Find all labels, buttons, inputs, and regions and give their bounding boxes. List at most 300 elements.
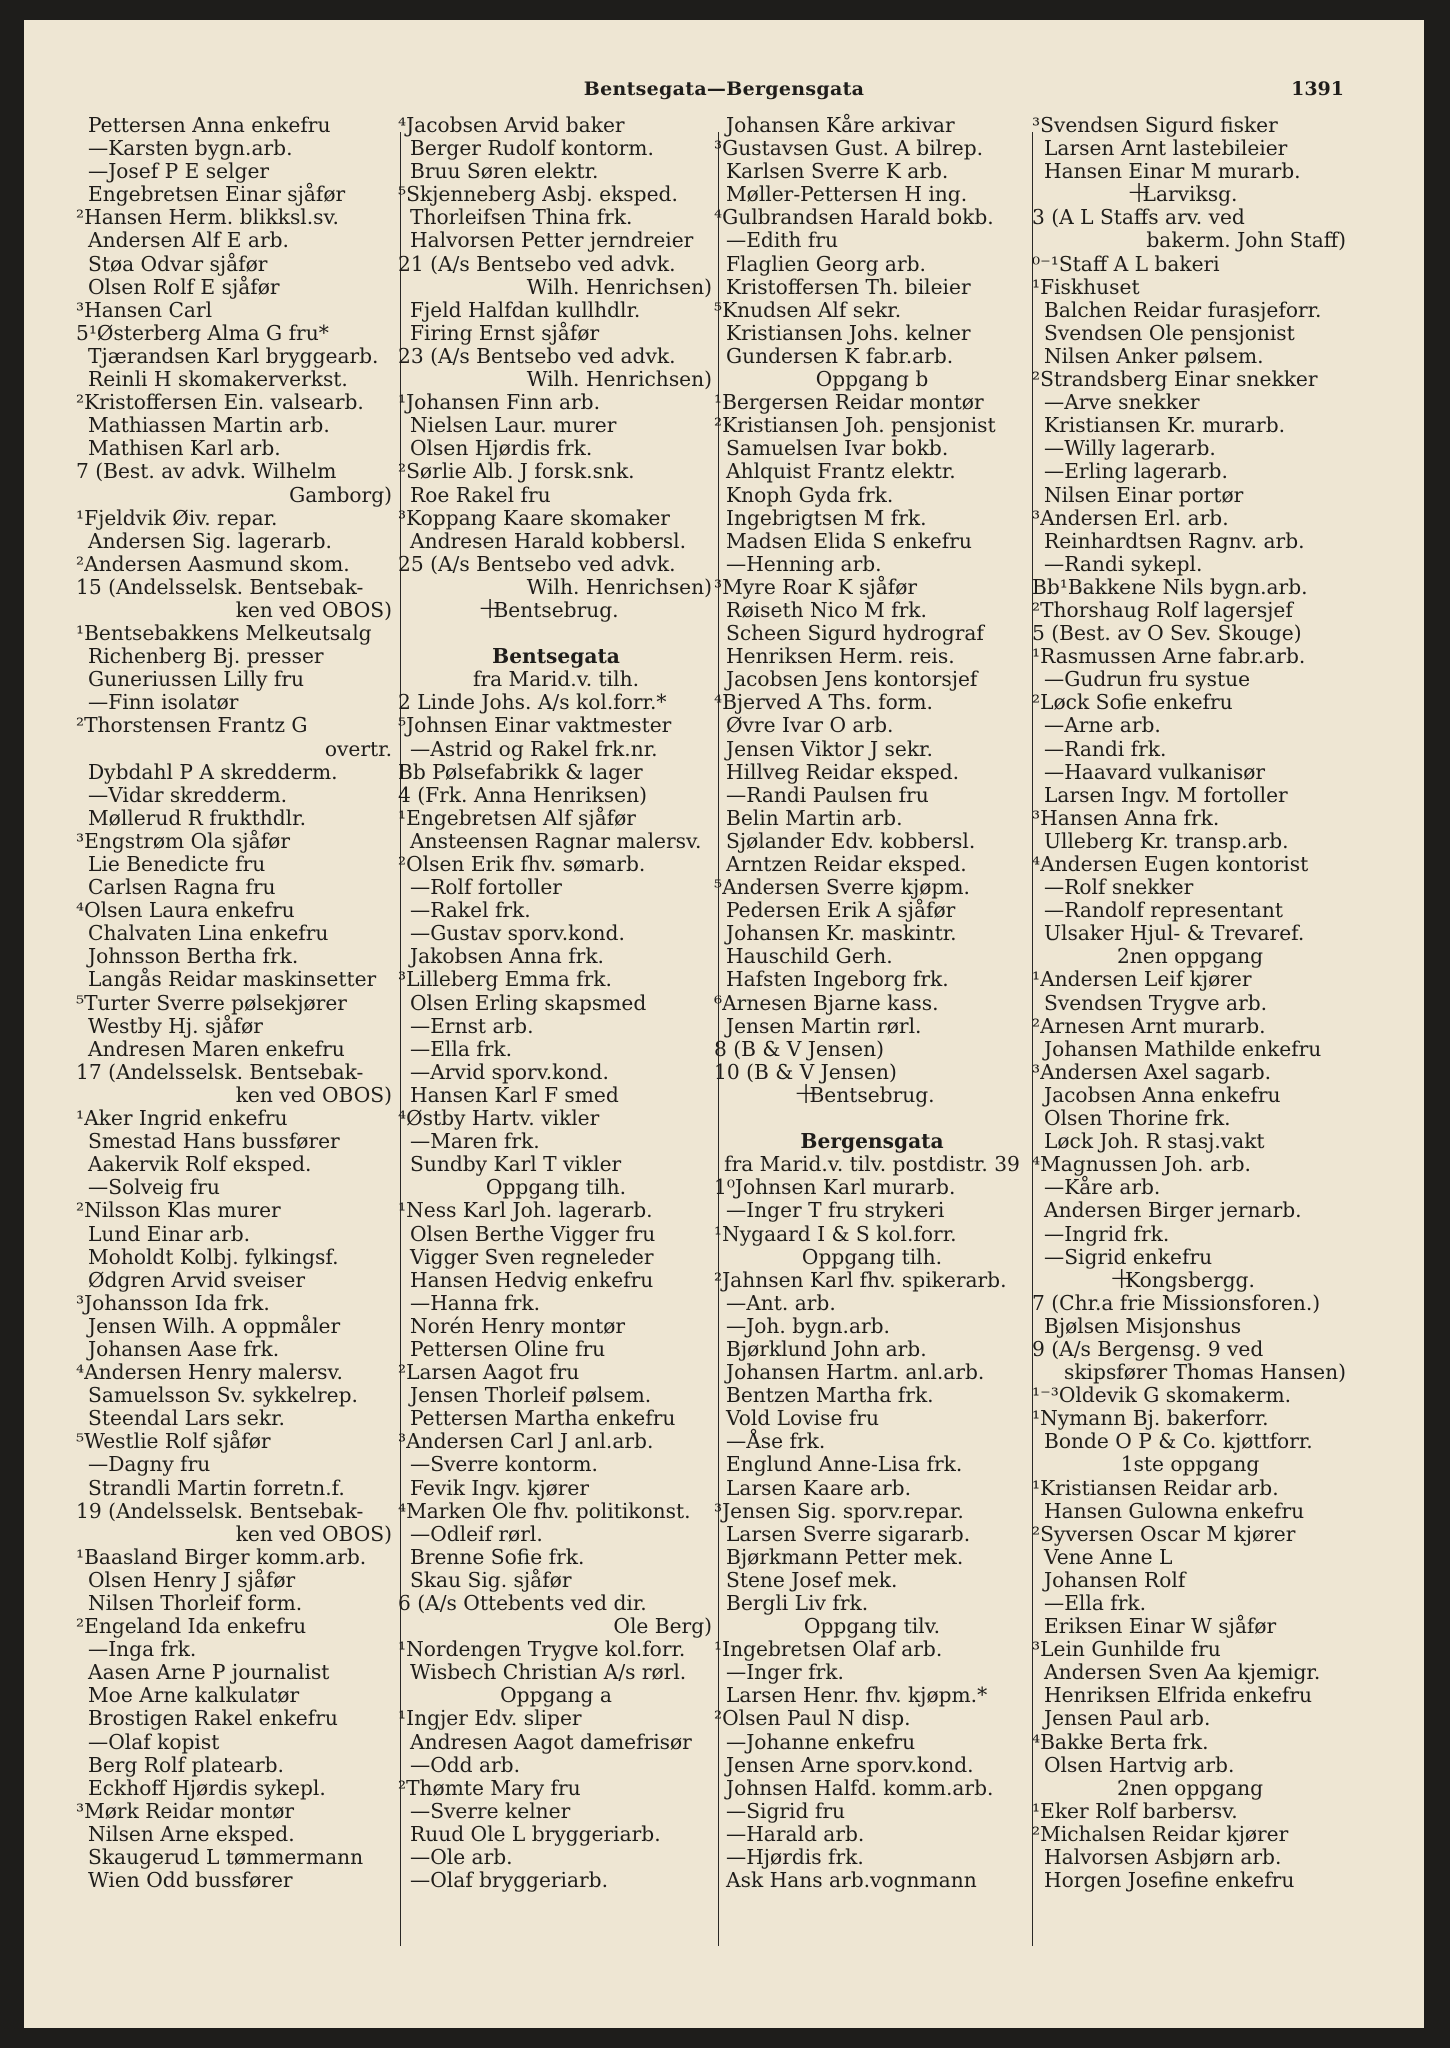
directory-entry: —Josef P E selger xyxy=(88,159,270,184)
building-number: 7 (Best. av advk. Wilhelm xyxy=(76,459,337,484)
directory-entry: ²Kristoffersen Ein. valsearb. xyxy=(76,390,364,415)
directory-entry: —Inga frk. xyxy=(88,1637,197,1662)
directory-entry: Pettersen Oline fru xyxy=(410,1336,606,1361)
directory-entry: Johnsen Halfd. komm.arb. xyxy=(726,1775,994,1800)
directory-entry: —Inger T fru strykeri xyxy=(726,1198,945,1223)
directory-entry: —Ant. arb. xyxy=(726,1290,836,1315)
directory-entry: —Odleif rørl. xyxy=(410,1521,543,1546)
directory-entry: Jensen Paul arb. xyxy=(1044,1706,1211,1731)
subheading: 1ste oppgang xyxy=(1120,1452,1260,1477)
directory-entry: Bergli Liv frk. xyxy=(726,1591,869,1615)
directory-entry: Jensen Viktor J sekr. xyxy=(726,736,933,761)
cross-street-name: + Kongsbergg. xyxy=(1125,1268,1255,1292)
directory-entry: —Hjørdis frk. xyxy=(726,1845,864,1870)
subheading: 2nen oppgang xyxy=(1116,944,1264,969)
directory-entry: —Erling lagerarb. xyxy=(1044,459,1228,484)
directory-entry: Brostigen Rakel enkefru xyxy=(88,1706,338,1731)
directory-entry: ³Andersen Erl. arb. xyxy=(1032,505,1229,530)
street-heading: Bergensgata xyxy=(800,1129,944,1154)
directory-entry: Lund Einar arb. xyxy=(88,1221,251,1246)
building-number: 2 Linde Johs. A/s kol.forr.* xyxy=(398,690,667,715)
subheading: Oppgang tilh. xyxy=(485,1175,627,1200)
directory-entry: ¹Rasmussen Arne fabr.arb. xyxy=(1032,644,1306,669)
directory-entry: Larsen Sverre sigararb. xyxy=(726,1521,971,1546)
directory-entry: ³Hansen Carl xyxy=(76,297,213,322)
directory-entry: Fevik Ingv. kjører xyxy=(410,1475,589,1500)
directory-entry: Bjølsen Misjonshus xyxy=(1044,1313,1242,1338)
directory-entry: —Rolf fortoller xyxy=(410,875,562,900)
directory-entry: ³Gustavsen Gust. A bilrep. xyxy=(714,136,984,161)
directory-entry: —Inger frk. xyxy=(726,1660,844,1685)
directory-entry: ¹Bergersen Reidar montør xyxy=(714,390,984,415)
directory-entry: ³Jensen Sig. sporv.repar. xyxy=(714,1498,964,1523)
building-number: 5 (Best. av O Sev. Skouge) xyxy=(1032,621,1302,646)
directory-entry: Røiseth Nico M frk. xyxy=(726,597,927,622)
spacer xyxy=(398,622,714,645)
entry-continuation: Wilh. Henrichsen) xyxy=(526,574,712,599)
directory-entry: ²Larsen Aagot fru xyxy=(398,1360,580,1385)
directory-entry: ¹Nymann Bj. bakerforr. xyxy=(1032,1406,1269,1431)
directory-entry: Langås Reidar maskinsetter xyxy=(88,967,377,992)
directory-entry: Vigger Sven regneleder xyxy=(410,1244,654,1269)
directory-entry: Aakervik Rolf eksped. xyxy=(88,1152,312,1177)
directory-entry: ¹Ingebretsen Olaf arb. xyxy=(714,1637,943,1662)
directory-entry: Hillveg Reidar eksped. xyxy=(726,759,960,784)
directory-entry: Tjærandsen Karl bryggearb. xyxy=(88,343,379,368)
directory-entry: ²Syversen Oscar M kjører xyxy=(1032,1521,1296,1546)
directory-entry: Firing Ernst sjåfør xyxy=(410,320,600,345)
cross-street xyxy=(714,1084,1030,1107)
directory-entry: Olsen Berthe Vigger fru xyxy=(410,1221,656,1246)
directory-entry: Johansen Mathilde enkefru xyxy=(1044,1036,1322,1061)
directory-entry: ²Thømte Mary fru xyxy=(398,1775,581,1800)
directory-entry: —Odd arb. xyxy=(410,1752,521,1777)
directory-entry: Andersen Sven Aa kjemigr. xyxy=(1044,1660,1321,1685)
directory-entry: —Henning arb. xyxy=(726,551,882,576)
directory-entry: Ask Hans arb.vognmann xyxy=(726,1868,977,1893)
directory-entry: Johansen Kåre arkivar xyxy=(726,113,955,137)
cross-street xyxy=(1032,1269,1348,1292)
directory-entry: Strandli Martin forretn.f. xyxy=(88,1475,345,1500)
directory-entry: ⁴Østby Hartv. vikler xyxy=(398,1106,600,1131)
directory-entry: ⁴Olsen Laura enkefru xyxy=(76,898,295,923)
directory-entry: Mathisen Karl arb. xyxy=(88,436,281,461)
directory-entry: Englund Anne-Lisa frk. xyxy=(726,1452,963,1477)
directory-entry: —Ingrid frk. xyxy=(1044,1221,1170,1246)
directory-entry: —Arvid sporv.kond. xyxy=(410,1059,609,1084)
directory-entry: Engebretsen Einar sjåfør xyxy=(88,182,346,207)
entry-continuation: ken ved OBOS) xyxy=(235,1521,392,1546)
directory-entry: Roe Rakel fru xyxy=(410,482,551,507)
entry-continuation: Ole Berg) xyxy=(613,1614,712,1639)
directory-entry: ²Løck Sofie enkefru xyxy=(1032,690,1233,715)
directory-entry: Jensen Thorleif pølsem. xyxy=(410,1383,652,1408)
directory-entry: Pedersen Erik A sjåfør xyxy=(726,898,956,923)
directory-entry: Bjørkmann Petter mek. xyxy=(726,1544,964,1569)
directory-entry: Steendal Lars sekr. xyxy=(88,1406,285,1431)
directory-entry: Støa Odvar sjåfør xyxy=(88,251,268,276)
directory-entry: Berg Rolf platearb. xyxy=(88,1752,284,1777)
directory-entry: —Kåre arb. xyxy=(1044,1175,1161,1200)
directory-entry: Reinhardtsen Ragnv. arb. xyxy=(1044,528,1305,553)
directory-entry: ¹Ingjer Edv. sliper xyxy=(398,1706,582,1731)
directory-entry: Nilsen Arne eksped. xyxy=(88,1821,295,1846)
directory-entry: Larsen Arnt lastebileier xyxy=(1044,136,1288,161)
directory-entry: —Rakel frk. xyxy=(410,898,531,923)
directory-entry: Jensen Wilh. A oppmåler xyxy=(88,1313,341,1338)
directory-entry: ³Myre Roar K sjåfør xyxy=(714,574,918,599)
directory-entry: ³Koppang Kaare skomaker xyxy=(398,505,670,530)
cross-street-name: + Bentsebrug. xyxy=(809,1083,934,1107)
building-number: 9 (A/s Bergensg. 9 ved xyxy=(1032,1336,1264,1361)
directory-entry: Olsen Thorine frk. xyxy=(1044,1106,1231,1131)
directory-entry: —Johanne enkefru xyxy=(726,1729,916,1754)
directory-entry: Jensen Martin rørl. xyxy=(726,1013,922,1038)
directory-entry: Larsen Kaare arb. xyxy=(726,1475,912,1500)
directory-entry: Stene Josef mek. xyxy=(726,1567,898,1592)
directory-entry: Eriksen Einar W sjåfør xyxy=(1044,1614,1277,1639)
directory-entry: —Gudrun fru systue xyxy=(1044,667,1251,692)
directory-entry: Kristoffersen Th. bileier xyxy=(726,274,971,299)
entry-continuation: ken ved OBOS) xyxy=(235,1082,392,1107)
directory-entry: Svendsen Ole pensjonist xyxy=(1044,320,1295,345)
directory-entry: —Astrid og Rakel frk.nr. xyxy=(410,736,658,761)
directory-entry: Johnsson Bertha frk. xyxy=(88,944,299,969)
directory-entry: ⁶Arnesen Bjarne kass. xyxy=(714,990,939,1015)
directory-entry: ³Engstrøm Ola sjåfør xyxy=(76,828,290,853)
directory-entry: ⁴Gulbrandsen Harald bokb. xyxy=(714,205,994,230)
directory-entry: —Gustav sporv.kond. xyxy=(410,921,625,946)
directory-entry: ²Sørlie Alb. J forsk.snk. xyxy=(398,459,635,484)
directory-entry: Andresen Harald kobbersl. xyxy=(410,528,687,553)
directory-entry: Horgen Josefine enkefru xyxy=(1044,1868,1295,1893)
building-number: 7 (Chr.a frie Missionsforen.) xyxy=(1032,1290,1321,1315)
directory-entry: Kristiansen Kr. murarb. xyxy=(1044,413,1286,438)
directory-entry: —Hanna frk. xyxy=(410,1290,541,1315)
directory-entry: Mathiassen Martin arb. xyxy=(88,413,330,438)
directory-entry: Vene Anne L xyxy=(1044,1544,1173,1569)
directory-entry: Larsen Ingv. M fortoller xyxy=(1044,782,1288,807)
directory-entry: —Harald arb. xyxy=(726,1821,865,1846)
directory-entry: Andersen Alf E arb. xyxy=(88,228,289,253)
building-number: 25 (A/s Bentsebo ved advk. xyxy=(398,551,676,576)
directory-entry: Thorleifsen Thina frk. xyxy=(410,205,633,230)
directory-entry: ¹Nygaard I & S kol.forr. xyxy=(714,1221,957,1246)
directory-entry: ²Kristiansen Joh. pensjonist xyxy=(714,413,996,438)
directory-entry: Skau Sig. sjåfør xyxy=(410,1567,572,1592)
subheading: Oppgang b xyxy=(815,367,929,392)
directory-entry: ²Olsen Erik fhv. sømarb. xyxy=(398,852,646,876)
directory-entry: Ingebrigtsen M frk. xyxy=(726,505,927,530)
directory-entry: ³Lilleberg Emma frk. xyxy=(398,967,612,992)
directory-entry: Øvre Ivar O arb. xyxy=(726,713,894,738)
column-1 xyxy=(76,114,394,1892)
directory-entry: Hafsten Ingeborg frk. xyxy=(726,967,949,992)
directory-entry: ³Johansson Ida frk. xyxy=(76,1290,270,1315)
directory-entry: Hansen Karl F smed xyxy=(410,1082,619,1107)
directory-entry: Bruu Søren elektr. xyxy=(410,159,599,184)
directory-entry: Bentzen Martha frk. xyxy=(726,1383,934,1408)
directory-entry: —Dagny fru xyxy=(88,1452,211,1477)
directory-entry: Wisbech Christian A/s rørl. xyxy=(410,1660,687,1685)
directory-entry: Møller-Pettersen H ing. xyxy=(726,182,968,207)
directory-entry: Nilsen Thorleif form. xyxy=(88,1591,303,1615)
directory-entry: Ruud Ole L bryggeriarb. xyxy=(410,1821,661,1846)
directory-entry: ⁵Knudsen Alf sekr. xyxy=(714,297,902,322)
directory-entry: ⁵Westlie Rolf sjåfør xyxy=(76,1429,271,1454)
subheading: Oppgang tilv. xyxy=(803,1614,941,1639)
building-number: 4 (Frk. Anna Henriksen) xyxy=(398,782,647,807)
directory-entry: —Edith fru xyxy=(726,228,838,253)
directory-entry: Chalvaten Lina enkefru xyxy=(88,921,329,946)
directory-entry: Ulsaker Hjul- & Trevaref. xyxy=(1044,921,1305,946)
page-number: 1391 xyxy=(1291,78,1344,100)
directory-entry: Wien Odd bussfører xyxy=(88,1868,293,1893)
directory-entry: Brenne Sofie frk. xyxy=(410,1544,585,1569)
directory-entry: Moholdt Kolbj. fylkingsf. xyxy=(88,1244,339,1269)
directory-entry: ²Hansen Herm. blikksl.sv. xyxy=(76,205,339,230)
directory-entry: Dybdahl P A skredderm. xyxy=(88,759,338,784)
building-number: 19 (Andelsselsk. Bentsebak- xyxy=(76,1498,364,1523)
directory-entry: Bjørklund John arb. xyxy=(726,1336,927,1361)
directory-entry: Vold Lovise fru xyxy=(726,1406,879,1431)
entry-continuation: bakerm. John Staff) xyxy=(1146,228,1346,253)
directory-entry: ³Hansen Anna frk. xyxy=(1032,805,1220,830)
directory-entry: Nilsen Anker pølsem. xyxy=(1044,343,1264,368)
directory-entry: Andersen Sig. lagerarb. xyxy=(88,528,332,553)
directory-entry: Hansen Gulowna enkefru xyxy=(1044,1498,1305,1523)
entry-continuation: skipsfører Thomas Hansen) xyxy=(1063,1360,1346,1385)
directory-entry: Jensen Arne sporv.kond. xyxy=(726,1752,974,1777)
directory-entry: ⁵Turter Sverre pølsekjører xyxy=(76,990,347,1015)
directory-entry: Richenberg Bj. presser xyxy=(88,644,324,669)
directory-entry: ³Lein Gunhilde fru xyxy=(1032,1637,1221,1662)
directory-entry: —Finn isolatør xyxy=(88,690,239,715)
directory-entry: ¹Kristiansen Reidar arb. xyxy=(1032,1475,1279,1500)
directory-entry: —Ella frk. xyxy=(1044,1591,1147,1615)
subheading: 2nen oppgang xyxy=(1116,1775,1264,1800)
directory-entry: —Sigrid fru xyxy=(726,1798,845,1823)
directory-entry: ²Strandsberg Einar snekker xyxy=(1032,367,1318,392)
directory-entry: ³Andersen Carl J anl.arb. xyxy=(398,1429,654,1454)
directory-entry: Karlsen Sverre K arb. xyxy=(726,159,949,184)
directory-entry: ¹Baasland Birger komm.arb. xyxy=(76,1544,367,1569)
directory-entry: Halvorsen Petter jerndreier xyxy=(410,228,694,253)
directory-entry: Knoph Gyda frk. xyxy=(726,482,894,507)
directory-entry: Olsen Erling skapsmed xyxy=(410,990,647,1015)
directory-entry: Johansen Kr. maskintr. xyxy=(726,921,957,946)
directory-entry: Olsen Rolf E sjåfør xyxy=(88,274,280,299)
directory-entry: Carlsen Ragna fru xyxy=(88,875,276,900)
directory-entry: Eckhoff Hjørdis sykepl. xyxy=(88,1775,326,1800)
directory-entry: Sjølander Edv. kobbersl. xyxy=(726,828,976,853)
directory-entry: —Randolf representant xyxy=(1044,898,1283,923)
directory-entry: —Solveig fru xyxy=(88,1175,220,1200)
directory-entry: ⁴Marken Ole fhv. politikonst. xyxy=(398,1498,691,1523)
directory-entry: Henriksen Herm. reis. xyxy=(726,644,955,669)
building-number: 1⁰Johnsen Karl murarb. xyxy=(714,1175,956,1200)
directory-entry: —Joh. bygn.arb. xyxy=(726,1313,890,1338)
directory-entry: Andersen Birger jernarb. xyxy=(1044,1198,1302,1223)
building-number: 3 (A L Staffs arv. ved xyxy=(1032,205,1245,230)
directory-entry: Nilsen Einar portør xyxy=(1044,482,1244,507)
directory-entry: 5¹Østerberg Alma G fru* xyxy=(76,320,329,345)
spacer xyxy=(714,1107,1030,1130)
directory-entry: —Willy lagerarb. xyxy=(1044,436,1216,461)
directory-entry: Berger Rudolf kontorm. xyxy=(410,136,654,161)
directory-entry: ³Svendsen Sigurd fisker xyxy=(1032,113,1278,137)
cross-street-name: + Larviksg. xyxy=(1143,182,1238,206)
directory-entry: ⁴Andersen Eugen kontorist xyxy=(1032,852,1309,876)
directory-entry: ¹Johansen Finn arb. xyxy=(398,390,601,415)
building-number: 6 (A/s Ottebents ved dir. xyxy=(398,1591,647,1615)
directory-entry: Ansteensen Ragnar malersv. xyxy=(410,828,702,853)
directory-entry: Guneriussen Lilly fru xyxy=(88,667,304,692)
building-number: 10 (B & V Jensen) xyxy=(714,1059,897,1084)
building-number: Bb Pølsefabrikk & lager xyxy=(398,759,643,784)
building-number: 8 (B & V Jensen) xyxy=(714,1036,884,1061)
directory-entry: Aasen Arne P journalist xyxy=(88,1660,330,1685)
directory-entry: Samuelsen Ivar bokb. xyxy=(726,436,949,461)
subheading: fra Marid.v. tilv. postdistr. 39 xyxy=(724,1152,1020,1177)
directory-entry: Smestad Hans bussfører xyxy=(88,1129,340,1154)
directory-entry: Bonde O P & Co. kjøttforr. xyxy=(1044,1429,1313,1454)
directory-entry: —Vidar skredderm. xyxy=(88,782,288,807)
directory-entry: ²Olsen Paul N disp. xyxy=(714,1706,911,1731)
directory-entry: Halvorsen Asbjørn arb. xyxy=(1044,1845,1282,1870)
building-number: 21 (A/s Bentsebo ved advk. xyxy=(398,251,676,276)
directory-entry: Reinli H skomakerverkst. xyxy=(88,367,348,392)
directory-entry: ⁴Bakke Berta frk. xyxy=(1032,1729,1209,1754)
directory-entry: Olsen Henry J sjåfør xyxy=(88,1567,296,1592)
directory-entry: Møllerud R frukthdlr. xyxy=(88,805,306,830)
directory-entry: Pettersen Anna enkefru xyxy=(88,113,331,137)
directory-entry: —Arve snekker xyxy=(1044,390,1200,415)
directory-entry: Løck Joh. R stasj.vakt xyxy=(1044,1129,1265,1154)
directory-entry: Svendsen Trygve arb. xyxy=(1044,990,1268,1015)
building-number: 15 (Andelsselsk. Bentsebak- xyxy=(76,574,364,599)
directory-entry: Hauschild Gerh. xyxy=(726,944,893,969)
directory-entry: Johansen Hartm. anl.arb. xyxy=(726,1360,985,1385)
directory-entry: Kristiansen Johs. kelner xyxy=(726,320,971,345)
directory-entry: ⁴Bjerved A Ths. form. xyxy=(714,690,933,715)
cross-street xyxy=(1032,183,1348,206)
directory-entry: —Olaf kopist xyxy=(88,1729,220,1754)
directory-entry: Olsen Hartvig arb. xyxy=(1044,1752,1235,1777)
directory-entry: —Olaf bryggeriarb. xyxy=(410,1868,609,1893)
entry-continuation: Gamborg) xyxy=(289,482,392,507)
directory-entry: Sundby Karl T vikler xyxy=(410,1152,622,1177)
column-4 xyxy=(1032,114,1348,1892)
directory-entry: —Karsten bygn.arb. xyxy=(88,136,293,161)
directory-entry: Madsen Elida S enkefru xyxy=(726,528,972,553)
directory-entry: —Sverre kontorm. xyxy=(410,1452,598,1477)
directory-entry: —Sigrid enkefru xyxy=(1044,1244,1213,1269)
directory-entry: Moe Arne kalkulatør xyxy=(88,1683,300,1708)
directory-entry: —Maren frk. xyxy=(410,1129,540,1154)
directory-entry: —Randi frk. xyxy=(1044,736,1167,761)
directory-entry: Ødgren Arvid sveiser xyxy=(88,1267,305,1292)
directory-entry: —Sverre kelner xyxy=(410,1798,571,1823)
directory-entry: ²Andersen Aasmund skom. xyxy=(76,551,350,576)
subheading: fra Marid.v. tilh. xyxy=(472,667,639,692)
directory-entry: ⁴Magnussen Joh. arb. xyxy=(1032,1152,1251,1177)
directory-entry: ²Thorstensen Frantz G xyxy=(76,713,308,738)
directory-entry: Johansen Aase frk. xyxy=(88,1336,280,1361)
directory-entry: Hansen Hedvig enkefru xyxy=(410,1267,654,1292)
subheading: Oppgang tilh. xyxy=(801,1244,943,1269)
entry-continuation: Wilh. Henrichsen) xyxy=(526,367,712,392)
building-number: 17 (Andelsselsk. Bentsebak- xyxy=(76,1059,364,1084)
entry-continuation: Wilh. Henrichsen) xyxy=(526,274,712,299)
directory-entry: Pettersen Martha enkefru xyxy=(410,1406,676,1431)
directory-entry: Fjeld Halfdan kullhdlr. xyxy=(410,297,641,322)
directory-entry: Henriksen Elfrida enkefru xyxy=(1044,1683,1313,1708)
column-3 xyxy=(714,114,1030,1892)
directory-entry: ²Jahnsen Karl fhv. spikerarb. xyxy=(714,1267,1007,1292)
directory-entry: Balchen Reidar furasjeforr. xyxy=(1044,297,1322,322)
directory-entry: Jakobsen Anna frk. xyxy=(410,944,604,969)
directory-entry: Hansen Einar M murarb. xyxy=(1044,159,1301,184)
directory-entry: ¹Bentsebakkens Melkeutsalg xyxy=(76,621,372,646)
directory-entry: ¹Nordengen Trygve kol.forr. xyxy=(398,1637,686,1662)
cross-street xyxy=(398,599,714,622)
directory-entry: Norén Henry montør xyxy=(410,1313,626,1338)
building-number: Bb¹Bakkene Nils bygn.arb. xyxy=(1032,574,1308,599)
directory-entry: Belin Martin arb. xyxy=(726,805,903,830)
directory-entry: ⁵Johnsen Einar vaktmester xyxy=(398,713,672,738)
directory-entry: Jacobsen Jens kontorsjef xyxy=(726,667,978,692)
directory-entry: —Ernst arb. xyxy=(410,1013,534,1038)
directory-entry: ¹Aker Ingrid enkefru xyxy=(76,1106,288,1131)
directory-entry: ²Thorshaug Rolf lagersjef xyxy=(1032,597,1293,622)
directory-entry: Samuelsson Sv. sykkelrep. xyxy=(88,1383,358,1408)
running-title: Bentsegata—Bergensgata xyxy=(583,78,865,100)
directory-entry: Olsen Hjørdis frk. xyxy=(410,436,593,461)
directory-entry: —Randi sykepl. xyxy=(1044,551,1203,576)
directory-entry: Ahlquist Frantz elektr. xyxy=(726,459,956,484)
directory-entry: Jacobsen Anna enkefru xyxy=(1044,1082,1281,1107)
directory-entry: ²Michalsen Reidar kjører xyxy=(1032,1821,1289,1846)
directory-entry: Scheen Sigurd hydrograf xyxy=(726,621,984,646)
cross-street-name: + Bentsebrug. xyxy=(493,598,618,622)
directory-entry: Ulleberg Kr. transp.arb. xyxy=(1044,828,1289,853)
directory-entry: ¹⁻³Oldevik G skomakerm. xyxy=(1032,1383,1292,1408)
directory-entry: Flaglien Georg arb. xyxy=(726,251,926,276)
directory-entry: ³Mørk Reidar montør xyxy=(76,1798,295,1823)
directory-page xyxy=(24,20,1424,2028)
directory-entry: ¹Fiskhuset xyxy=(1032,274,1140,299)
directory-entry: Lie Benedicte fru xyxy=(88,852,266,876)
directory-entry: ²Arnesen Arnt murarb. xyxy=(1032,1013,1266,1038)
street-heading: Bentsegata xyxy=(492,644,620,669)
directory-entry: Gundersen K fabr.arb. xyxy=(726,343,954,368)
entry-continuation: overtr. xyxy=(324,736,392,761)
directory-entry: —Ole arb. xyxy=(410,1845,513,1870)
directory-entry: Johansen Rolf xyxy=(1044,1567,1186,1592)
directory-entry: Nielsen Laur. murer xyxy=(410,413,617,438)
directory-entry: ⁰⁻¹Staff A L bakeri xyxy=(1032,251,1220,276)
directory-entry: Andresen Aagot damefrisør xyxy=(410,1729,692,1754)
directory-entry: ¹Eker Rolf barbersv. xyxy=(1032,1798,1238,1823)
directory-entry: ²Nilsson Klas murer xyxy=(76,1198,281,1223)
directory-entry: —Haavard vulkanisør xyxy=(1044,759,1266,784)
directory-entry: —Arne arb. xyxy=(1044,713,1161,738)
directory-entry: —Ella frk. xyxy=(410,1036,513,1061)
directory-entry: Andresen Maren enkefru xyxy=(88,1036,345,1061)
directory-entry: ²Engeland Ida enkefru xyxy=(76,1614,307,1639)
entry-continuation: ken ved OBOS) xyxy=(235,597,392,622)
